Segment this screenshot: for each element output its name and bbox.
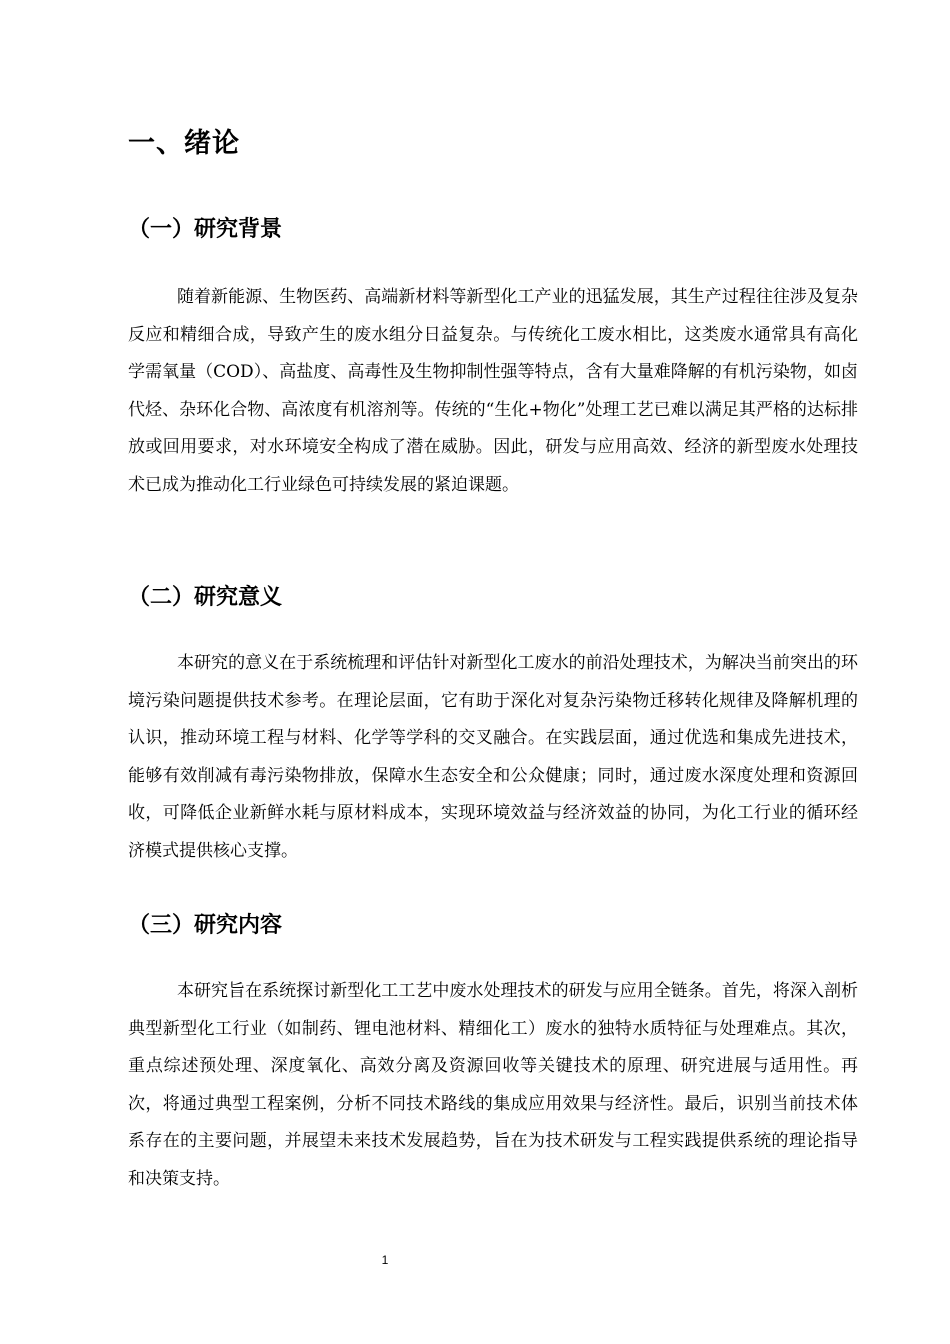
paragraph-content: 本研究旨在系统探讨新型化工工艺中废水处理技术的研发与应用全链条。首先，将深入剖析典型新型化工行业（如制药、锂电池材料、精细化工）废水的独特水质特征与处理难点。其次，重点综述预处理、深度氧化、高效分离及资源回收等关键技术的原理、研究进展与适用性。再次，将通过典型工程案例，分析不同技术路线的集成应用效果与经济性。最后，识别当前技术体系存在的主要问题，并展望未来技术发展趋势，旨在为技术研发与工程实践提供系统的理论指导和决策支持。 <box>128 981 858 1189</box>
page-number: 1 <box>381 1253 389 1267</box>
section-heading-content: （三）研究内容 <box>128 913 283 938</box>
paragraph-significance: 本研究的意义在于系统梳理和评估针对新型化工废水的前沿处理技术，为解决当前突出的环境污染问题提供技术参考。在理论层面，它有助于深化对复杂污染物迁移转化规律及降解机理的认识，推动环境工程与材料、化学等学科的交叉融合。在实践层面，通过优选和集成先进技术，能够有效削减有毒污染物排放，保障水生态安全和公众健康；同时，通过废水深度处理和资源回收，可降低企业新鲜水耗与原材料成本，实现环境效益与经济效益的协同，为化工行业的循环经济模式提供核心支撑。 <box>128 653 858 861</box>
section-heading-significance: （二）研究意义 <box>128 585 283 610</box>
paragraph-background: 随着新能源、生物医药、高端新材料等新型化工产业的迅猛发展，其生产过程往往涉及复杂反应和精细合成，导致产生的废水组分日益复杂。与传统化工废水相比，这类废水通常具有高化学需氧量（COD）、高盐度、高毒性及生物抑制性强等特点，含有大量难降解的有机污染物，如卤代烃、杂环化合物、高浓度有机溶剂等。传统的“生化+物化”处理工艺已难以满足其严格的达标排放或回用要求，对水环境安全构成了潜在威胁。因此，研发与应用高效、经济的新型废水处理技术已成为推动化工行业绿色可持续发展的紧迫课题。 <box>128 287 858 495</box>
section-heading-background: （一）研究背景 <box>128 217 283 242</box>
chapter-title: 一、绪论 <box>128 128 240 159</box>
